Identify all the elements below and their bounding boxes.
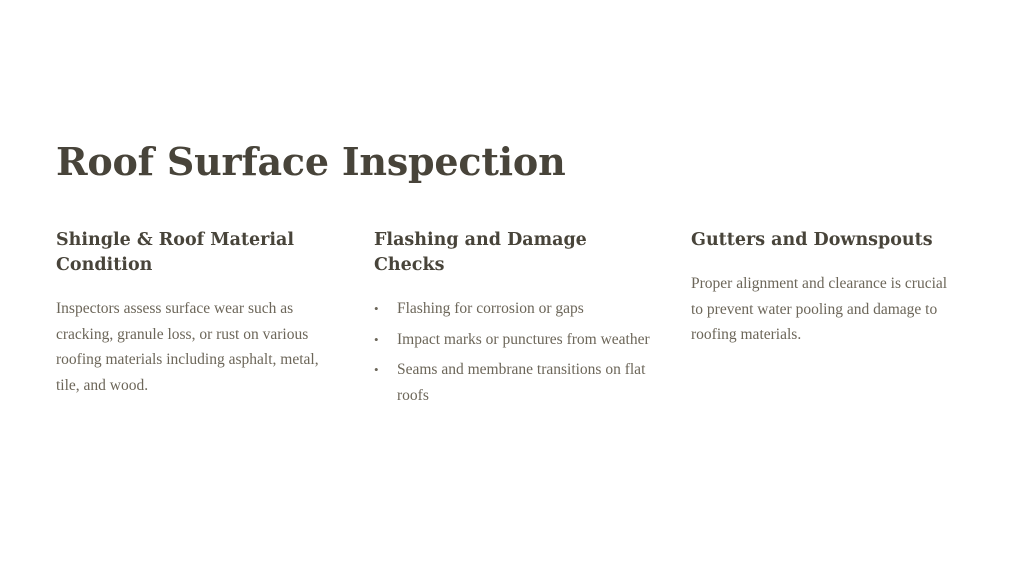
- bullet-icon: •: [374, 362, 379, 378]
- column-material-condition: [56, 228, 341, 399]
- column-heading: Flashing and Damage Checks: [374, 230, 587, 275]
- column-gutters-downspouts: [691, 228, 961, 348]
- column-heading: Gutters and Downspouts: [691, 230, 933, 250]
- bullet-item: [374, 327, 659, 353]
- bullet-icon: •: [374, 301, 379, 316]
- bullet-item: [374, 357, 659, 408]
- column-heading: Shingle & Roof Material Condition: [56, 230, 295, 275]
- bullet-text: Impact marks or punctures from weather: [397, 330, 650, 348]
- bullet-item: [374, 296, 659, 322]
- bullet-text: Flashing for corrosion or gaps: [397, 300, 584, 317]
- bullet-list: [374, 296, 659, 409]
- bullet-icon: •: [374, 331, 379, 347]
- column-body-text: Proper alignment and clearance is crucial to prevent water pooling and damage to roofing materials.: [691, 275, 948, 344]
- bullet-text: Seams and membrane transitions on flat roofs: [397, 361, 646, 405]
- slide-title: Roof Surface Inspection: [56, 139, 566, 184]
- column-flashing-damage: [374, 228, 659, 414]
- column-body-text: Inspectors assess surface wear such as cracking, granule loss, or rust on various roofing materials including asphalt, metal, tile, and wood.: [56, 300, 319, 395]
